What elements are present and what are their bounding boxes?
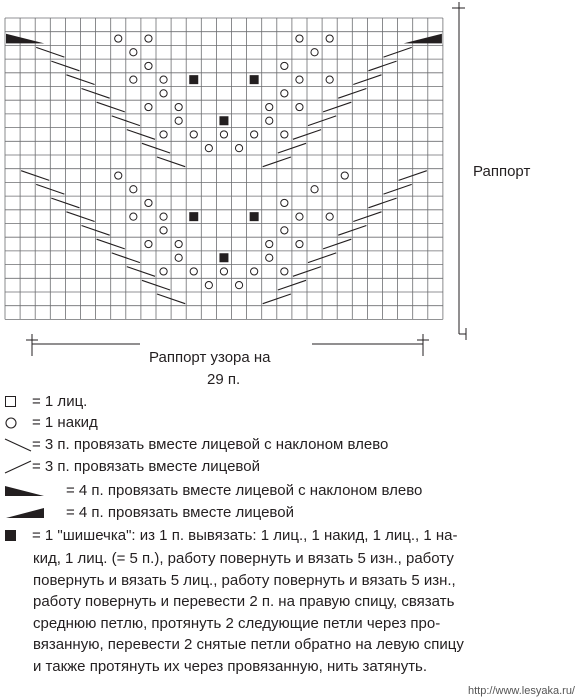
legend-text: = 4 п. провязать вместе лицевой с наклоном влево xyxy=(66,482,423,499)
legend-text: = 4 п. провязать вместе лицевой xyxy=(66,504,294,521)
yarn-over-mark xyxy=(205,145,212,152)
bobble-mark xyxy=(250,212,259,221)
yarn-over-mark xyxy=(251,268,258,275)
yarn-over-mark xyxy=(130,76,137,83)
legend-item-k3tog-left xyxy=(4,436,388,453)
legend-text: = 3 п. провязать вместе лицевой xyxy=(32,458,260,475)
yarn-over-mark xyxy=(251,131,258,138)
rapport-brackets xyxy=(26,2,466,356)
yarn-over-mark xyxy=(220,268,227,275)
square-icon xyxy=(4,393,32,410)
yarn-over-mark xyxy=(160,268,167,275)
description-line: кид, 1 лиц. (= 5 п.), работу повернуть и вязать 5 изн., работу xyxy=(33,550,454,567)
legend-item-k3tog-right xyxy=(4,458,260,475)
circle-icon xyxy=(4,414,32,431)
pattern-rapport-label-line2: 29 п. xyxy=(207,371,241,388)
rapport-vertical-label: Раппорт xyxy=(473,163,531,180)
bobble-description xyxy=(33,548,573,677)
description-line: вязанную, перевести 2 снятые петли обратно на левую спицу xyxy=(33,636,464,653)
yarn-over-mark xyxy=(175,103,182,110)
yarn-over-mark xyxy=(160,76,167,83)
k4tog-right-mark xyxy=(404,34,442,44)
yarn-over-mark xyxy=(175,254,182,261)
filled-square-icon xyxy=(4,527,32,544)
bobble-mark xyxy=(189,212,198,221)
yarn-over-mark xyxy=(326,213,333,220)
yarn-over-mark xyxy=(266,254,273,261)
legend-text: = 1 "шишечка": из 1 п. вывязать: 1 лиц., 1 накид, 1 лиц., 1 на- xyxy=(32,527,458,544)
yarn-over-mark xyxy=(145,199,152,206)
legend-item-k4tog-left xyxy=(4,482,422,499)
yarn-over-mark xyxy=(115,35,122,42)
yarn-over-mark xyxy=(281,268,288,275)
legend-item-bobble xyxy=(4,527,458,544)
yarn-over-mark xyxy=(296,213,303,220)
description-line: и также протянуть их через провязанную, нить затянуть. xyxy=(33,657,428,675)
yarn-over-mark xyxy=(326,35,333,42)
yarn-over-mark xyxy=(145,103,152,110)
yarn-over-mark xyxy=(296,35,303,42)
yarn-over-mark xyxy=(296,76,303,83)
yarn-over-mark xyxy=(160,131,167,138)
yarn-over-mark xyxy=(190,268,197,275)
yarn-over-mark xyxy=(266,117,273,124)
yarn-over-mark xyxy=(281,90,288,97)
yarn-over-mark xyxy=(326,76,333,83)
yarn-over-mark xyxy=(281,199,288,206)
yarn-over-mark xyxy=(266,240,273,247)
wedge-right-icon xyxy=(4,504,66,521)
yarn-over-mark xyxy=(160,227,167,234)
yarn-over-mark xyxy=(296,103,303,110)
yarn-over-mark xyxy=(145,35,152,42)
legend-text: = 1 лиц. xyxy=(32,393,88,410)
bobble-mark xyxy=(219,253,228,262)
yarn-over-mark xyxy=(341,172,348,179)
yarn-over-mark xyxy=(190,131,197,138)
yarn-over-mark xyxy=(130,49,137,56)
k4tog-left-mark xyxy=(6,34,44,44)
legend-item-yarn-over xyxy=(4,414,98,431)
pattern-rapport-label-line1: Раппорт узора на xyxy=(149,349,271,366)
yarn-over-mark xyxy=(235,282,242,289)
yarn-over-mark xyxy=(311,49,318,56)
yarn-over-mark xyxy=(281,131,288,138)
yarn-over-mark xyxy=(115,172,122,179)
bobble-mark xyxy=(250,75,259,84)
yarn-over-mark xyxy=(266,103,273,110)
legend-text: = 3 п. провязать вместе лицевой с наклоном влево xyxy=(32,436,389,453)
yarn-over-mark xyxy=(235,145,242,152)
yarn-over-mark xyxy=(220,131,227,138)
legend-item-k4tog-right xyxy=(4,504,294,521)
bobble-mark xyxy=(219,116,228,125)
yarn-over-mark xyxy=(130,186,137,193)
slash-left-icon xyxy=(4,436,32,453)
description-line: повернуть и вязать 5 лиц., работу повернуть и вязать 5 изн., xyxy=(33,571,456,589)
yarn-over-mark xyxy=(296,240,303,247)
yarn-over-mark xyxy=(205,282,212,289)
slash-right-icon xyxy=(4,458,32,475)
yarn-over-mark xyxy=(130,213,137,220)
yarn-over-mark xyxy=(311,186,318,193)
legend-text: = 1 накид xyxy=(32,414,98,431)
yarn-over-mark xyxy=(145,62,152,69)
watermark: http://www.lesyaka.ru/ xyxy=(468,685,575,697)
yarn-over-mark xyxy=(281,62,288,69)
yarn-over-mark xyxy=(160,213,167,220)
yarn-over-mark xyxy=(160,90,167,97)
legend-item-knit xyxy=(4,393,87,410)
bobble-mark xyxy=(189,75,198,84)
yarn-over-mark xyxy=(145,240,152,247)
yarn-over-mark xyxy=(175,117,182,124)
description-line: работу повернуть и перевести 2 п. на правую спицу, связать xyxy=(33,593,455,610)
wedge-left-icon xyxy=(4,482,66,499)
yarn-over-mark xyxy=(281,227,288,234)
yarn-over-mark xyxy=(175,240,182,247)
description-line: среднюю петлю, протянуть 2 следующие петли через про- xyxy=(33,614,441,632)
